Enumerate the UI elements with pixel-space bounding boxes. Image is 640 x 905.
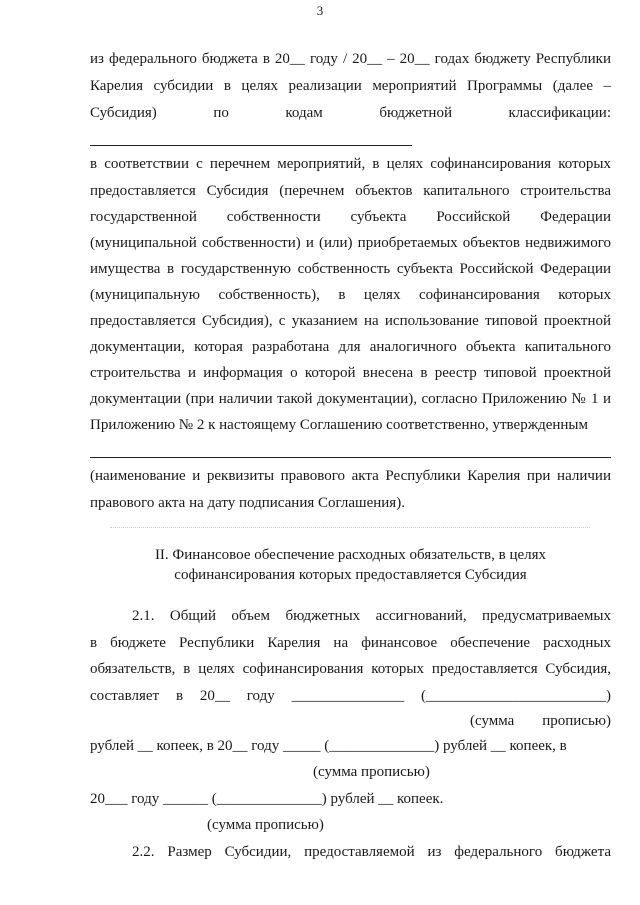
- text-line: строительства и информация о которой внесена в реестр типовой проектной: [90, 365, 611, 381]
- text-line: в бюджете Республики Карелия на финансовое обеспечение расходных: [90, 635, 611, 651]
- text-line: государственной собственности субъекта Российской Федерации: [90, 209, 611, 225]
- text-line: (муниципальную собственность), в целях софинансирования которых: [90, 287, 611, 303]
- section-heading: II. Финансовое обеспечение расходных обязательств, в целях: [154, 547, 547, 563]
- text-line: документации (при наличии такой документации), согласно Приложению № 1 и: [90, 391, 611, 407]
- field-caption: (сумма прописью): [470, 713, 611, 729]
- fill-in-underline: [90, 145, 412, 146]
- text-line: (муниципальной собственности) и (или) приобретаемых объектов недвижимого: [90, 235, 611, 251]
- text-line: предоставляется Субсидия), с указанием на использование типовой проектной: [90, 313, 611, 329]
- page-number: 3: [316, 3, 324, 18]
- text-line: Приложению № 2 к настоящему Соглашению соответственно, утвержденным: [90, 417, 588, 433]
- text-line: 20___ году ______ (______________) рублей __ копеек.: [90, 791, 444, 807]
- text-line: (наименование и реквизиты правового акта Республики Карелия при наличии: [90, 468, 611, 484]
- field-caption: (сумма прописью): [313, 764, 430, 780]
- text-line: 2.1. Общий объем бюджетных ассигнований, предусматриваемых: [132, 608, 611, 624]
- text-line: предоставляется Субсидия (перечнем объектов капитального строительства: [90, 183, 611, 199]
- text-line: Субсидия) по кодам бюджетной классификации:: [90, 105, 611, 121]
- text-line: из федерального бюджета в 20__ году / 20__ – 20__ годах бюджету Республики: [90, 51, 611, 67]
- scan-artifact-divider: [110, 527, 590, 532]
- text-line: имущества в государственную собственность субъекта Российской Федерации: [90, 261, 611, 277]
- text-line: обязательств, в целях софинансирования которых предоставляется Субсидия,: [90, 661, 611, 677]
- text-line: правового акта на дату подписания Соглашения).: [90, 495, 405, 511]
- text-line: Карелия субсидии в целях реализации мероприятий Программы (далее –: [90, 78, 611, 94]
- text-line: составляет в 20__ году _______________ (________________________): [90, 688, 611, 704]
- text-line: 2.2. Размер Субсидии, предоставляемой из федерального бюджета: [132, 844, 611, 860]
- field-caption: (сумма прописью): [207, 817, 324, 833]
- text-line: документации, которая разработана для аналогичного объекта капитального: [90, 339, 611, 355]
- fill-in-underline: [90, 457, 611, 458]
- text-line: в соответствии с перечнем мероприятий, в целях софинансирования которых: [90, 156, 611, 172]
- section-heading: софинансирования которых предоставляется Субсидия: [174, 567, 527, 583]
- text-line: рублей __ копеек, в 20__ году _____ (______________) рублей __ копеек, в: [90, 738, 567, 754]
